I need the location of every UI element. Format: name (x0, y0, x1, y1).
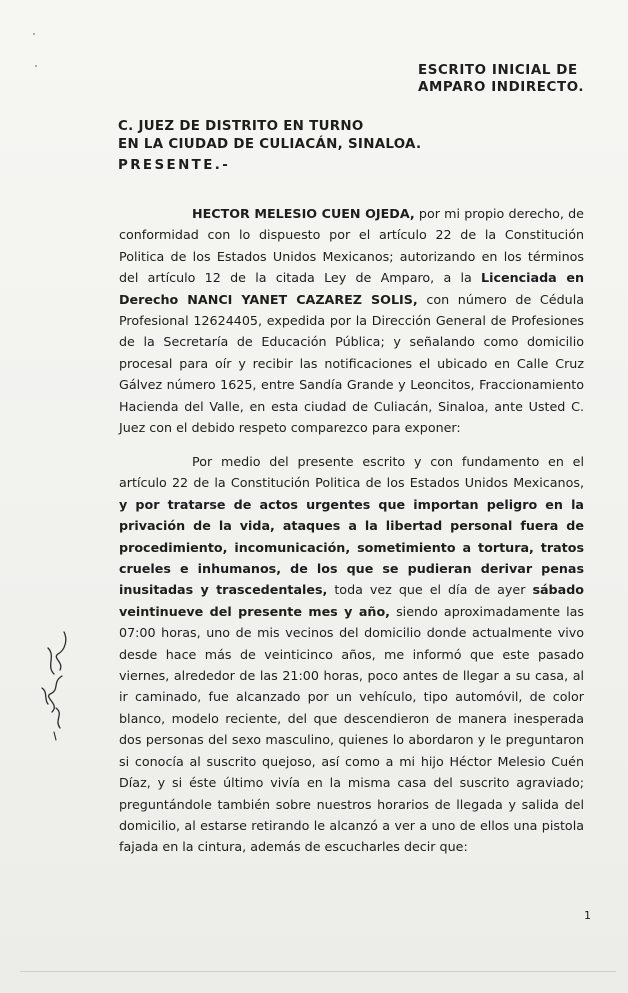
paragraph-2-text-b: toda vez que el día de ayer (327, 582, 533, 598)
handwritten-signature (34, 628, 74, 743)
addressee-block (118, 118, 598, 154)
paragraph-2-bold-a: y por tratarse de actos urgentes que importan peligro en la privación de la vida, ataques a la libertad personal fuera de procedimiento, incomunicación, sometimiento a tortura, tratos crueles e inhumanos, de los que se pudieran derivar penas inusitadas y trascedentales, (119, 496, 584, 598)
document-heading (418, 62, 618, 96)
petitioner-name: HECTOR MELESIO CUEN OJEDA, (192, 206, 415, 221)
heading-line-1: ESCRITO INICIAL DE (418, 63, 578, 78)
paragraph-2-text-a: Por medio del presente escrito y con fundamento en el artículo 22 de la Constitución Politica de los Estados Unidos Mexicanos, (119, 454, 584, 491)
paragraph-2-text-c: siendo aproximadamente las 07:00 horas, uno de mis vecinos del domicilio donde actualmente vivo desde hace más de veinticinco años, me informó que este pasado viernes, alrededor de las 21:00 horas, poco antes de llegar a su casa, al ir caminado, fue alcanzado por un vehículo, tipo automóvil, de color blanco, modelo reciente, del que descendieron de manera inesperada dos personas del sexo masculino, quienes lo abordaron y le preguntaron si conocía al suscrito quejoso, así como a mi hijo Héctor Melesio Cuén Díaz, y si éste último vivía en la misma casa del suscrito agraviado; preguntándole también sobre nuestros horarios de llegada y salida del domicilio, al estarse retirando le alcanzó a ver a uno de ellos una pistola fajada en la cintura, además de escucharles decir que: (119, 603, 584, 855)
presente-label: PRESENTE.- (118, 158, 231, 173)
bottom-edge-line (20, 971, 616, 972)
lawyer-name: Licenciada en Derecho NANCI YANET CAZAREZ SOLIS, (119, 270, 584, 307)
scan-specks (30, 20, 50, 100)
paragraph-1-text-a: por mi propio derecho, de conformidad con lo dispuesto por el artículo 22 de la Constitución Politica de los Estados Unidos Mexicanos; autorizando en los términos del artículo 12 de la citada Ley de Amparo, a la (119, 206, 584, 286)
paragraph-1-text-b: con número de Cédula Profesional 12624405, expedida por la Dirección General de Profesiones de la Secretaría de Educación Pública; y señalando como domicilio procesal para oír y recibir las notificaciones el ubicado en Calle Cruz Gálvez número 1625, entre Sandía Grande y Leoncitos, Fraccionamiento Hacienda del Valle, en esta ciudad de Culiacán, Sinaloa, ante Usted C. Juez con el debido respeto comparezco para exponer: (119, 291, 584, 436)
addressee-line-1: C. JUEZ DE DISTRITO EN TURNO (118, 119, 364, 134)
paragraph-2 (119, 451, 584, 858)
addressee-line-2: EN LA CIUDAD DE CULIACÁN, SINALOA. (118, 137, 422, 152)
page-number: 1 (584, 909, 591, 922)
paragraph-2-bold-b: sábado veintinueve del presente mes y año, (119, 582, 584, 619)
paragraph-1 (119, 203, 584, 438)
heading-line-2: AMPARO INDIRECTO. (418, 80, 585, 95)
